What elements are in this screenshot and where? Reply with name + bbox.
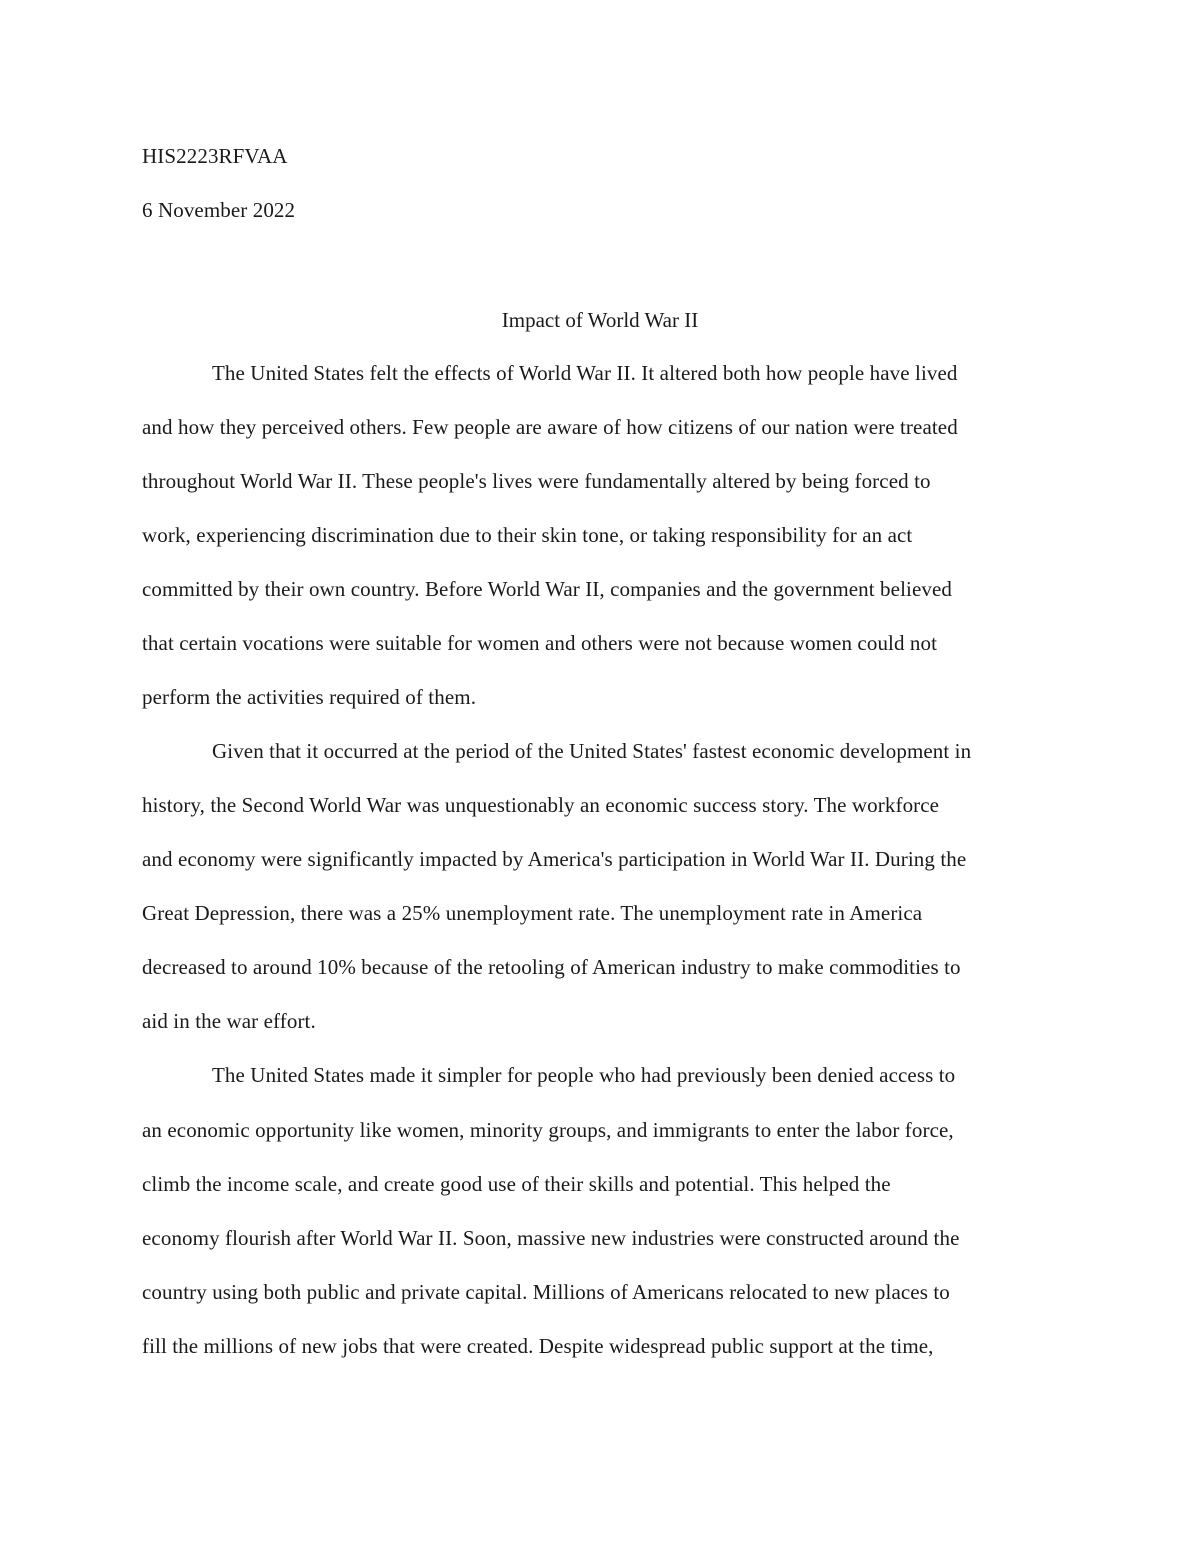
paragraph-3-line-1: The United States made it simpler for people who had previously been denied access to [212, 1063, 956, 1087]
paragraph-3-line-3: climb the income scale, and create good use of their skills and potential. This helped the [142, 1172, 891, 1196]
paragraph-2-line-5: decreased to around 10% because of the retooling of American industry to make commodities to [142, 955, 961, 979]
paragraph-3-line-2: an economic opportunity like women, minority groups, and immigrants to enter the labor force, [142, 1118, 954, 1142]
paragraph-3-line-4: economy flourish after World War II. Soon, massive new industries were constructed around the [142, 1226, 960, 1250]
course-code: HIS2223RFVAA [142, 144, 288, 168]
paragraph-2-line-1: Given that it occurred at the period of the United States' fastest economic development in [212, 739, 972, 763]
paragraph-2-line-6: aid in the war effort. [142, 1009, 316, 1033]
paragraph-2-line-3: and economy were significantly impacted by America's participation in World War II. During the [142, 847, 967, 871]
essay-title: Impact of World War II [501, 308, 699, 332]
paragraph-1-line-7: perform the activities required of them. [142, 685, 477, 709]
paragraph-1-line-4: work, experiencing discrimination due to their skin tone, or taking responsibility for an act [142, 523, 913, 547]
paragraph-1-line-2: and how they perceived others. Few people are aware of how citizens of our nation were treated [142, 415, 958, 439]
paragraph-1-line-5: committed by their own country. Before World War II, companies and the government believed [142, 577, 952, 601]
paragraph-1-line-1: The United States felt the effects of World War II. It altered both how people have lived [212, 361, 958, 385]
essay-date: 6 November 2022 [142, 198, 296, 222]
paragraph-3-line-5: country using both public and private capital. Millions of Americans relocated to new places to [142, 1280, 950, 1304]
paragraph-2-line-4: Great Depression, there was a 25% unemployment rate. The unemployment rate in America [142, 901, 923, 925]
paragraph-1-line-3: throughout World War II. These people's lives were fundamentally altered by being forced to [142, 469, 931, 493]
paragraph-2-line-2: history, the Second World War was unquestionably an economic success story. The workforce [142, 793, 940, 817]
paragraph-1-line-6: that certain vocations were suitable for women and others were not because women could not [142, 631, 938, 655]
paragraph-3-line-6: fill the millions of new jobs that were created. Despite widespread public support at the time, [142, 1334, 934, 1358]
